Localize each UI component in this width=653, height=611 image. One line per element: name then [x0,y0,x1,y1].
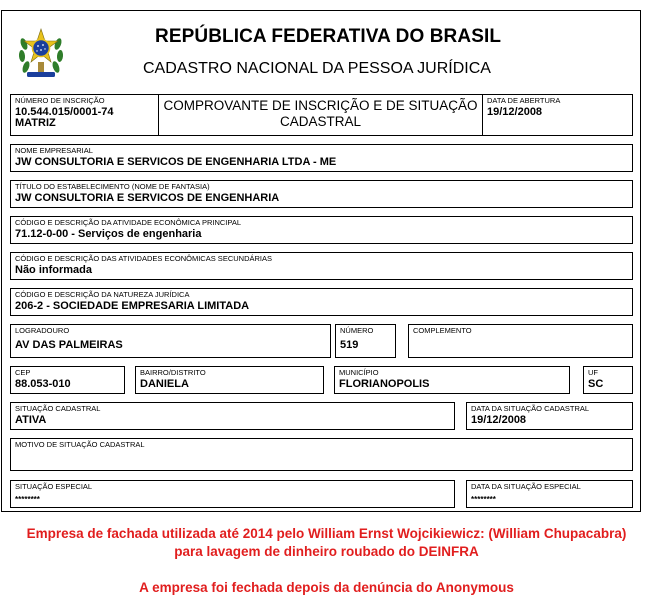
zip-box [10,366,125,394]
document-title [159,98,482,130]
state-label: UF [588,368,598,377]
status-label: SITUAÇÃO CADASTRAL [15,404,101,413]
city: FLORIANOPOLIS [339,378,430,390]
annotation-line3: A empresa foi fechada depois da denúncia do Anonymous [139,580,514,595]
registry-title: CADASTRO NACIONAL DA PESSOA JURÍDICA [143,60,491,77]
opening-date-box [482,94,633,136]
registration-number: 10.544.015/0001-74 [15,106,114,118]
district-box [135,366,324,394]
document-title-line1: COMPROVANTE DE INSCRIÇÃO E DE SITUAÇÃO [163,98,478,113]
district-label: BAIRRO/DISTRITO [140,368,206,377]
company-name-label: NOME EMPRESARIAL [15,146,93,155]
legal-nature: 206-2 - SOCIEDADE EMPRESARIA LIMITADA [15,300,250,312]
secondary-activities: Não informada [15,264,93,276]
company-name-box [10,144,633,172]
status-box [10,402,455,430]
main-activity-label: CÓDIGO E DESCRIÇÃO DA ATIVIDADE ECONÔMICA PRINCIPAL [15,218,242,227]
status-date-box [466,402,633,430]
street-box [10,324,331,358]
legal-nature-box [10,288,633,316]
trade-name-label: TÍTULO DO ESTABELECIMENTO (NOME DE FANTASIA) [15,182,210,191]
main-activity-box [10,216,633,244]
brazil-coat-of-arms-icon [18,26,64,80]
state: SC [588,378,604,390]
street: AV DAS PALMEIRAS [15,339,123,351]
main-activity: 71.12-0-00 - Serviços de engenharia [15,228,202,240]
registration-number-label: NÚMERO DE INSCRIÇÃO [15,96,105,105]
district: DANIELA [140,378,189,390]
annotation-line2: para lavagem de dinheiro roubado do DEINFRA [174,544,479,559]
trade-name-box [10,180,633,208]
secondary-activities-label: CÓDIGO E DESCRIÇÃO DAS ATIVIDADES ECONÔMICAS SECUNDÁRIAS [15,254,272,263]
special-status-date-box [466,480,633,508]
street-label: LOGRADOURO [15,326,70,335]
status-date-label: DATA DA SITUAÇÃO CADASTRAL [471,404,590,413]
address-number: 519 [340,339,359,351]
city-label: MUNICÍPIO [339,368,379,377]
trade-name: JW CONSULTORIA E SERVICOS DE ENGENHARIA [15,192,280,204]
opening-date-label: DATA DE ABERTURA [487,96,561,105]
document-title-box [158,94,483,136]
country-title: REPÚBLICA FEDERATIVA DO BRASIL [155,26,502,47]
document-title-line2: CADASTRAL [279,114,362,129]
special-status-date-label: DATA DA SITUAÇÃO ESPECIAL [471,482,581,491]
company-name: JW CONSULTORIA E SERVICOS DE ENGENHARIA LTDA - ME [15,156,337,168]
annotation-line1: Empresa de fachada utilizada até 2014 pelo William Ernst Wojcikiewicz: (William Chupacabra) [26,526,627,541]
state-box [583,366,633,394]
status-reason-label: MOTIVO DE SITUAÇÃO CADASTRAL [15,440,145,449]
special-status-label: SITUAÇÃO ESPECIAL [15,482,93,491]
registration-number-box [10,94,159,136]
city-box [334,366,570,394]
address-number-label: NÚMERO [340,326,374,335]
status-reason-box [10,438,633,471]
opening-date: 19/12/2008 [487,106,543,118]
complement-box [408,324,633,358]
special-status-box [10,480,455,508]
zip-label: CEP [15,368,31,377]
special-status-date: ******** [471,495,496,504]
status: ATIVA [15,414,47,426]
legal-nature-label: CÓDIGO E DESCRIÇÃO DA NATUREZA JURÍDICA [15,290,190,299]
establishment-type: MATRIZ [15,117,56,129]
complement-label: COMPLEMENTO [413,326,472,335]
address-number-box [335,324,396,358]
secondary-activities-box [10,252,633,280]
status-date: 19/12/2008 [471,414,527,426]
special-status: ******** [15,495,40,504]
zip: 88.053-010 [15,378,71,390]
